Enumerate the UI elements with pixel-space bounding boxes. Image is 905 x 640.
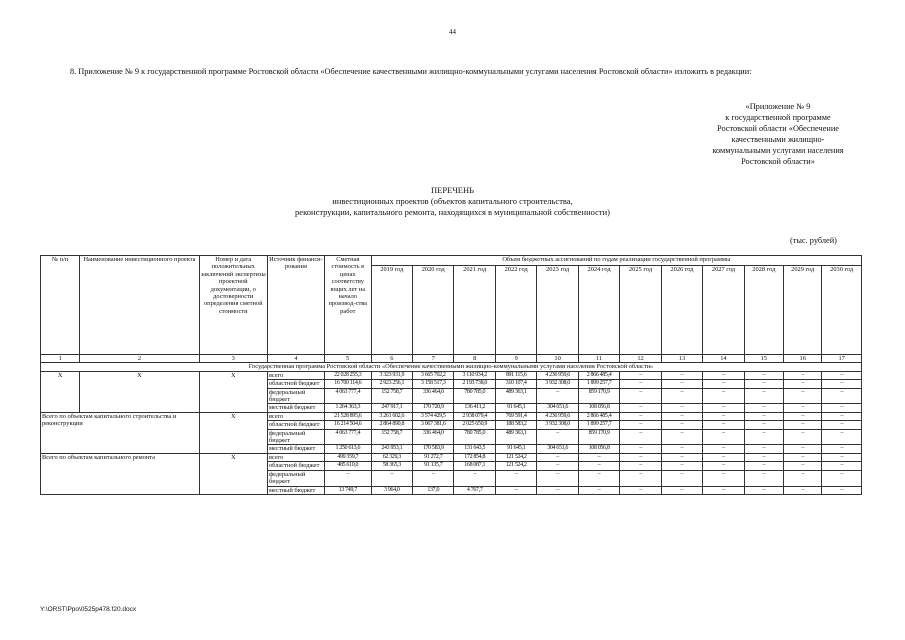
- value-cell: 16 700 114,6: [324, 380, 371, 388]
- value-cell: 859 170,9: [578, 429, 619, 445]
- value-cell: –: [620, 453, 661, 461]
- value-cell: 13 749,7: [324, 486, 371, 494]
- value-cell: –: [661, 412, 702, 420]
- value-cell: 3 067 381,6: [413, 421, 454, 429]
- value-cell: –: [537, 453, 578, 461]
- value-cell: 121 524,2: [495, 462, 536, 470]
- header-source: Источник финанси-рования: [267, 256, 324, 355]
- value-cell: –: [661, 445, 702, 453]
- column-number: 8: [454, 355, 495, 363]
- units-label: (тыс. рублей): [790, 236, 837, 245]
- value-cell: 3 964,0: [371, 486, 412, 494]
- appendix-line: «Приложение № 9: [745, 102, 811, 111]
- column-number: 15: [744, 355, 783, 363]
- document-heading: [0, 185, 905, 218]
- funding-source: областной бюджет: [267, 421, 324, 429]
- table-row: [41, 371, 862, 379]
- value-cell: –: [578, 486, 619, 494]
- value-cell: 243 953,1: [371, 445, 412, 453]
- value-cell: –: [661, 453, 702, 461]
- value-cell: –: [703, 462, 744, 470]
- header-year: 2026 год: [661, 266, 702, 355]
- header-year: 2021 год: [454, 266, 495, 355]
- value-cell: 489 363,1: [495, 388, 536, 404]
- funding-source: местный бюджет: [267, 486, 324, 494]
- group-name: Всего по объектам капитального строительства и реконструкции: [41, 412, 200, 453]
- value-cell: 499 359,7: [324, 453, 371, 461]
- value-cell: –: [620, 371, 661, 379]
- value-cell: 91 135,7: [413, 462, 454, 470]
- value-cell: 172 854,8: [454, 453, 495, 461]
- value-cell: –: [744, 445, 783, 453]
- table-row: [41, 412, 862, 420]
- heading-line: инвестиционных проектов (объектов капитального строительства,: [332, 196, 573, 206]
- value-cell: 780 785,0: [454, 429, 495, 445]
- value-cell: –: [822, 486, 862, 494]
- value-cell: 336 464,0: [413, 388, 454, 404]
- value-cell: 121 524,2: [495, 453, 536, 461]
- column-number: 2: [80, 355, 199, 363]
- column-number: 13: [661, 355, 702, 363]
- value-cell: –: [744, 429, 783, 445]
- value-cell: –: [620, 412, 661, 420]
- appendix-block: [672, 101, 884, 167]
- value-cell: –: [703, 445, 744, 453]
- value-cell: 1 899 257,7: [578, 421, 619, 429]
- group-num: Х: [41, 371, 80, 412]
- value-cell: 2 923 256,1: [371, 380, 412, 388]
- header-year: 2025 год: [620, 266, 661, 355]
- value-cell: –: [495, 486, 536, 494]
- value-cell: 2 938 079,4: [454, 412, 495, 420]
- value-cell: 168 087,1: [454, 462, 495, 470]
- appendix-line: Ростовской области «Обеспечение: [717, 124, 839, 133]
- value-cell: –: [784, 380, 822, 388]
- value-cell: 22 028 255,3: [324, 371, 371, 379]
- appendix-line: качественными жилищно-: [731, 135, 825, 144]
- column-number: 4: [267, 355, 324, 363]
- value-cell: –: [703, 429, 744, 445]
- value-cell: 891 115,6: [495, 371, 536, 379]
- value-cell: 170 720,9: [413, 404, 454, 412]
- value-cell: –: [537, 470, 578, 486]
- funding-source: местный бюджет: [267, 404, 324, 412]
- funding-source: федеральный бюджет: [267, 388, 324, 404]
- column-number: 3: [199, 355, 267, 363]
- value-cell: –: [822, 404, 862, 412]
- value-cell: –: [661, 380, 702, 388]
- value-cell: –: [703, 412, 744, 420]
- value-cell: –: [703, 404, 744, 412]
- value-cell: 1 250 613,6: [324, 445, 371, 453]
- funding-source: областной бюджет: [267, 380, 324, 388]
- value-cell: –: [784, 421, 822, 429]
- column-number: 7: [413, 355, 454, 363]
- value-cell: –: [744, 470, 783, 486]
- value-cell: –: [661, 429, 702, 445]
- value-cell: 489 363,1: [495, 429, 536, 445]
- column-number: 1: [41, 355, 80, 363]
- value-cell: –: [744, 404, 783, 412]
- value-cell: –: [744, 421, 783, 429]
- value-cell: –: [784, 412, 822, 420]
- funding-source: федеральный бюджет: [267, 470, 324, 486]
- value-cell: –: [784, 462, 822, 470]
- page-number: 44: [449, 28, 456, 36]
- value-cell: –: [661, 421, 702, 429]
- investment-projects-table: [40, 255, 862, 495]
- value-cell: –: [703, 421, 744, 429]
- header-year: 2020 год: [413, 266, 454, 355]
- column-number: 11: [578, 355, 619, 363]
- column-number: 12: [620, 355, 661, 363]
- value-cell: –: [822, 453, 862, 461]
- value-cell: –: [620, 462, 661, 470]
- value-cell: 3 665 702,2: [413, 371, 454, 379]
- column-number: 16: [784, 355, 822, 363]
- value-cell: –: [578, 462, 619, 470]
- value-cell: 3 261 602,6: [371, 412, 412, 420]
- header-year: 2027 год: [703, 266, 744, 355]
- value-cell: 2 866 485,4: [578, 371, 619, 379]
- value-cell: 4 767,7: [454, 486, 495, 494]
- value-cell: 58 365,3: [371, 462, 412, 470]
- value-cell: –: [620, 445, 661, 453]
- value-cell: 2 864 890,8: [371, 421, 412, 429]
- header-year: 2023 год: [537, 266, 578, 355]
- value-cell: –: [744, 462, 783, 470]
- value-cell: 108 056,8: [578, 445, 619, 453]
- value-cell: –: [744, 412, 783, 420]
- value-cell: 152 758,7: [371, 388, 412, 404]
- appendix-line: коммунальными услугами населения: [712, 146, 844, 155]
- value-cell: –: [413, 470, 454, 486]
- value-cell: –: [784, 470, 822, 486]
- value-cell: –: [784, 404, 822, 412]
- value-cell: 21 528 895,6: [324, 412, 371, 420]
- appendix-line: Ростовской области»: [741, 157, 815, 166]
- value-cell: –: [537, 429, 578, 445]
- value-cell: 4 236 959,6: [537, 371, 578, 379]
- file-path-footer: Y:\ORST\Ppo\0525p478.f20.docx: [40, 606, 137, 613]
- value-cell: 131 643,5: [454, 445, 495, 453]
- value-cell: –: [620, 404, 661, 412]
- group-name: Всего по объектам капитального ремонта: [41, 453, 200, 494]
- value-cell: –: [620, 470, 661, 486]
- value-cell: –: [822, 388, 862, 404]
- value-cell: 3 574 429,5: [413, 412, 454, 420]
- value-cell: –: [578, 453, 619, 461]
- value-cell: 336 464,0: [413, 429, 454, 445]
- value-cell: –: [744, 486, 783, 494]
- column-number: 17: [822, 355, 862, 363]
- value-cell: –: [822, 421, 862, 429]
- funding-source: всего: [267, 371, 324, 379]
- value-cell: –: [661, 388, 702, 404]
- value-cell: 170 583,9: [413, 445, 454, 453]
- funding-source: местный бюджет: [267, 445, 324, 453]
- value-cell: –: [822, 371, 862, 379]
- value-cell: 304 651,6: [537, 445, 578, 453]
- value-cell: 3 110 934,2: [454, 371, 495, 379]
- header-doc: Номер и дата положительных заключений экспертизы проектной документации, о достоверности определения сметной стоимости: [199, 256, 267, 355]
- value-cell: –: [537, 486, 578, 494]
- value-cell: 3 932 308,0: [537, 380, 578, 388]
- value-cell: –: [495, 470, 536, 486]
- value-cell: –: [784, 388, 822, 404]
- value-cell: 2 025 650,9: [454, 421, 495, 429]
- heading-line: ПЕРЕЧЕНЬ: [431, 185, 474, 195]
- value-cell: –: [537, 388, 578, 404]
- value-cell: 4 063 777,4: [324, 429, 371, 445]
- value-cell: –: [784, 429, 822, 445]
- header-volume: Объем бюджетных ассигнований по годам реализации государственной программы: [371, 256, 861, 266]
- value-cell: 136 411,2: [454, 404, 495, 412]
- value-cell: –: [454, 470, 495, 486]
- value-cell: 3 158 517,3: [413, 380, 454, 388]
- value-cell: 188 583,2: [495, 421, 536, 429]
- value-cell: –: [371, 470, 412, 486]
- value-cell: –: [822, 429, 862, 445]
- heading-line: реконструкции, капитального ремонта, находящихся в муниципальной собственности): [295, 207, 610, 217]
- value-cell: –: [661, 470, 702, 486]
- funding-source: всего: [267, 412, 324, 420]
- value-cell: –: [620, 486, 661, 494]
- value-cell: 859 170,9: [578, 388, 619, 404]
- header-year: 2029 год: [784, 266, 822, 355]
- value-cell: –: [703, 371, 744, 379]
- appendix-line: к государственной программе: [725, 113, 831, 122]
- value-cell: 247 917,1: [371, 404, 412, 412]
- value-cell: 1 264 363,3: [324, 404, 371, 412]
- value-cell: 769 591,4: [495, 412, 536, 420]
- value-cell: –: [744, 380, 783, 388]
- value-cell: 108 056,8: [578, 404, 619, 412]
- value-cell: –: [744, 453, 783, 461]
- column-number: 10: [537, 355, 578, 363]
- value-cell: 91 645,1: [495, 445, 536, 453]
- value-cell: 2 866 485,4: [578, 412, 619, 420]
- value-cell: –: [784, 371, 822, 379]
- value-cell: –: [578, 470, 619, 486]
- value-cell: –: [620, 388, 661, 404]
- value-cell: –: [822, 380, 862, 388]
- value-cell: –: [661, 486, 702, 494]
- value-cell: –: [620, 421, 661, 429]
- value-cell: –: [822, 470, 862, 486]
- value-cell: –: [703, 470, 744, 486]
- header-year: 2028 год: [744, 266, 783, 355]
- group-doc: Х: [199, 453, 267, 494]
- group-doc: Х: [199, 371, 267, 412]
- value-cell: –: [661, 462, 702, 470]
- column-number: 5: [324, 355, 371, 363]
- funding-source: областной бюджет: [267, 462, 324, 470]
- funding-source: всего: [267, 453, 324, 461]
- value-cell: 91 272,7: [413, 453, 454, 461]
- value-cell: 304 651,6: [537, 404, 578, 412]
- value-cell: 16 214 504,6: [324, 421, 371, 429]
- value-cell: 2 193 738,0: [454, 380, 495, 388]
- value-cell: 3 323 931,9: [371, 371, 412, 379]
- value-cell: –: [744, 371, 783, 379]
- value-cell: –: [822, 412, 862, 420]
- value-cell: –: [703, 380, 744, 388]
- header-year: 2019 год: [371, 266, 412, 355]
- header-name: Наименование инвестиционного проекта: [80, 256, 199, 355]
- value-cell: –: [703, 486, 744, 494]
- column-number: 9: [495, 355, 536, 363]
- value-cell: –: [703, 453, 744, 461]
- value-cell: –: [784, 445, 822, 453]
- value-cell: –: [324, 470, 371, 486]
- value-cell: 91 645,1: [495, 404, 536, 412]
- value-cell: –: [822, 462, 862, 470]
- column-number: 14: [703, 355, 744, 363]
- value-cell: 62 329,3: [371, 453, 412, 461]
- intro-paragraph: 8. Приложение № 9 к государственной программе Ростовской области «Обеспечение качественными жилищно-коммунальными услугами населения Ростовской области» изложить в редакции:: [70, 67, 752, 76]
- value-cell: 152 758,7: [371, 429, 412, 445]
- value-cell: 3 932 308,0: [537, 421, 578, 429]
- value-cell: –: [784, 486, 822, 494]
- header-year: 2022 год: [495, 266, 536, 355]
- group-name: Х: [80, 371, 199, 412]
- header-num: № п/п: [41, 256, 80, 355]
- value-cell: –: [744, 388, 783, 404]
- value-cell: 4 063 777,4: [324, 388, 371, 404]
- value-cell: 780 785,0: [454, 388, 495, 404]
- group-doc: Х: [199, 412, 267, 453]
- value-cell: –: [537, 462, 578, 470]
- value-cell: 4 236 959,6: [537, 412, 578, 420]
- value-cell: –: [661, 404, 702, 412]
- funding-source: федеральный бюджет: [267, 429, 324, 445]
- program-title-row: Государственная программа Ростовской области «Обеспечение качественными жилищно-коммунальными услугами населения Ростовской области»: [41, 363, 862, 371]
- table-row: [41, 453, 862, 461]
- value-cell: 310 107,4: [495, 380, 536, 388]
- header-year: 2030 год: [822, 266, 862, 355]
- value-cell: –: [703, 388, 744, 404]
- value-cell: –: [822, 445, 862, 453]
- value-cell: 485 610,0: [324, 462, 371, 470]
- value-cell: –: [620, 429, 661, 445]
- header-cost: Сметная стоимость в ценах соответству ющих лет на начало производ-ства работ: [324, 256, 371, 355]
- value-cell: 1 899 257,7: [578, 380, 619, 388]
- value-cell: 137,0: [413, 486, 454, 494]
- value-cell: –: [784, 453, 822, 461]
- value-cell: –: [620, 380, 661, 388]
- value-cell: –: [661, 371, 702, 379]
- header-year: 2024 год: [578, 266, 619, 355]
- column-number: 6: [371, 355, 412, 363]
